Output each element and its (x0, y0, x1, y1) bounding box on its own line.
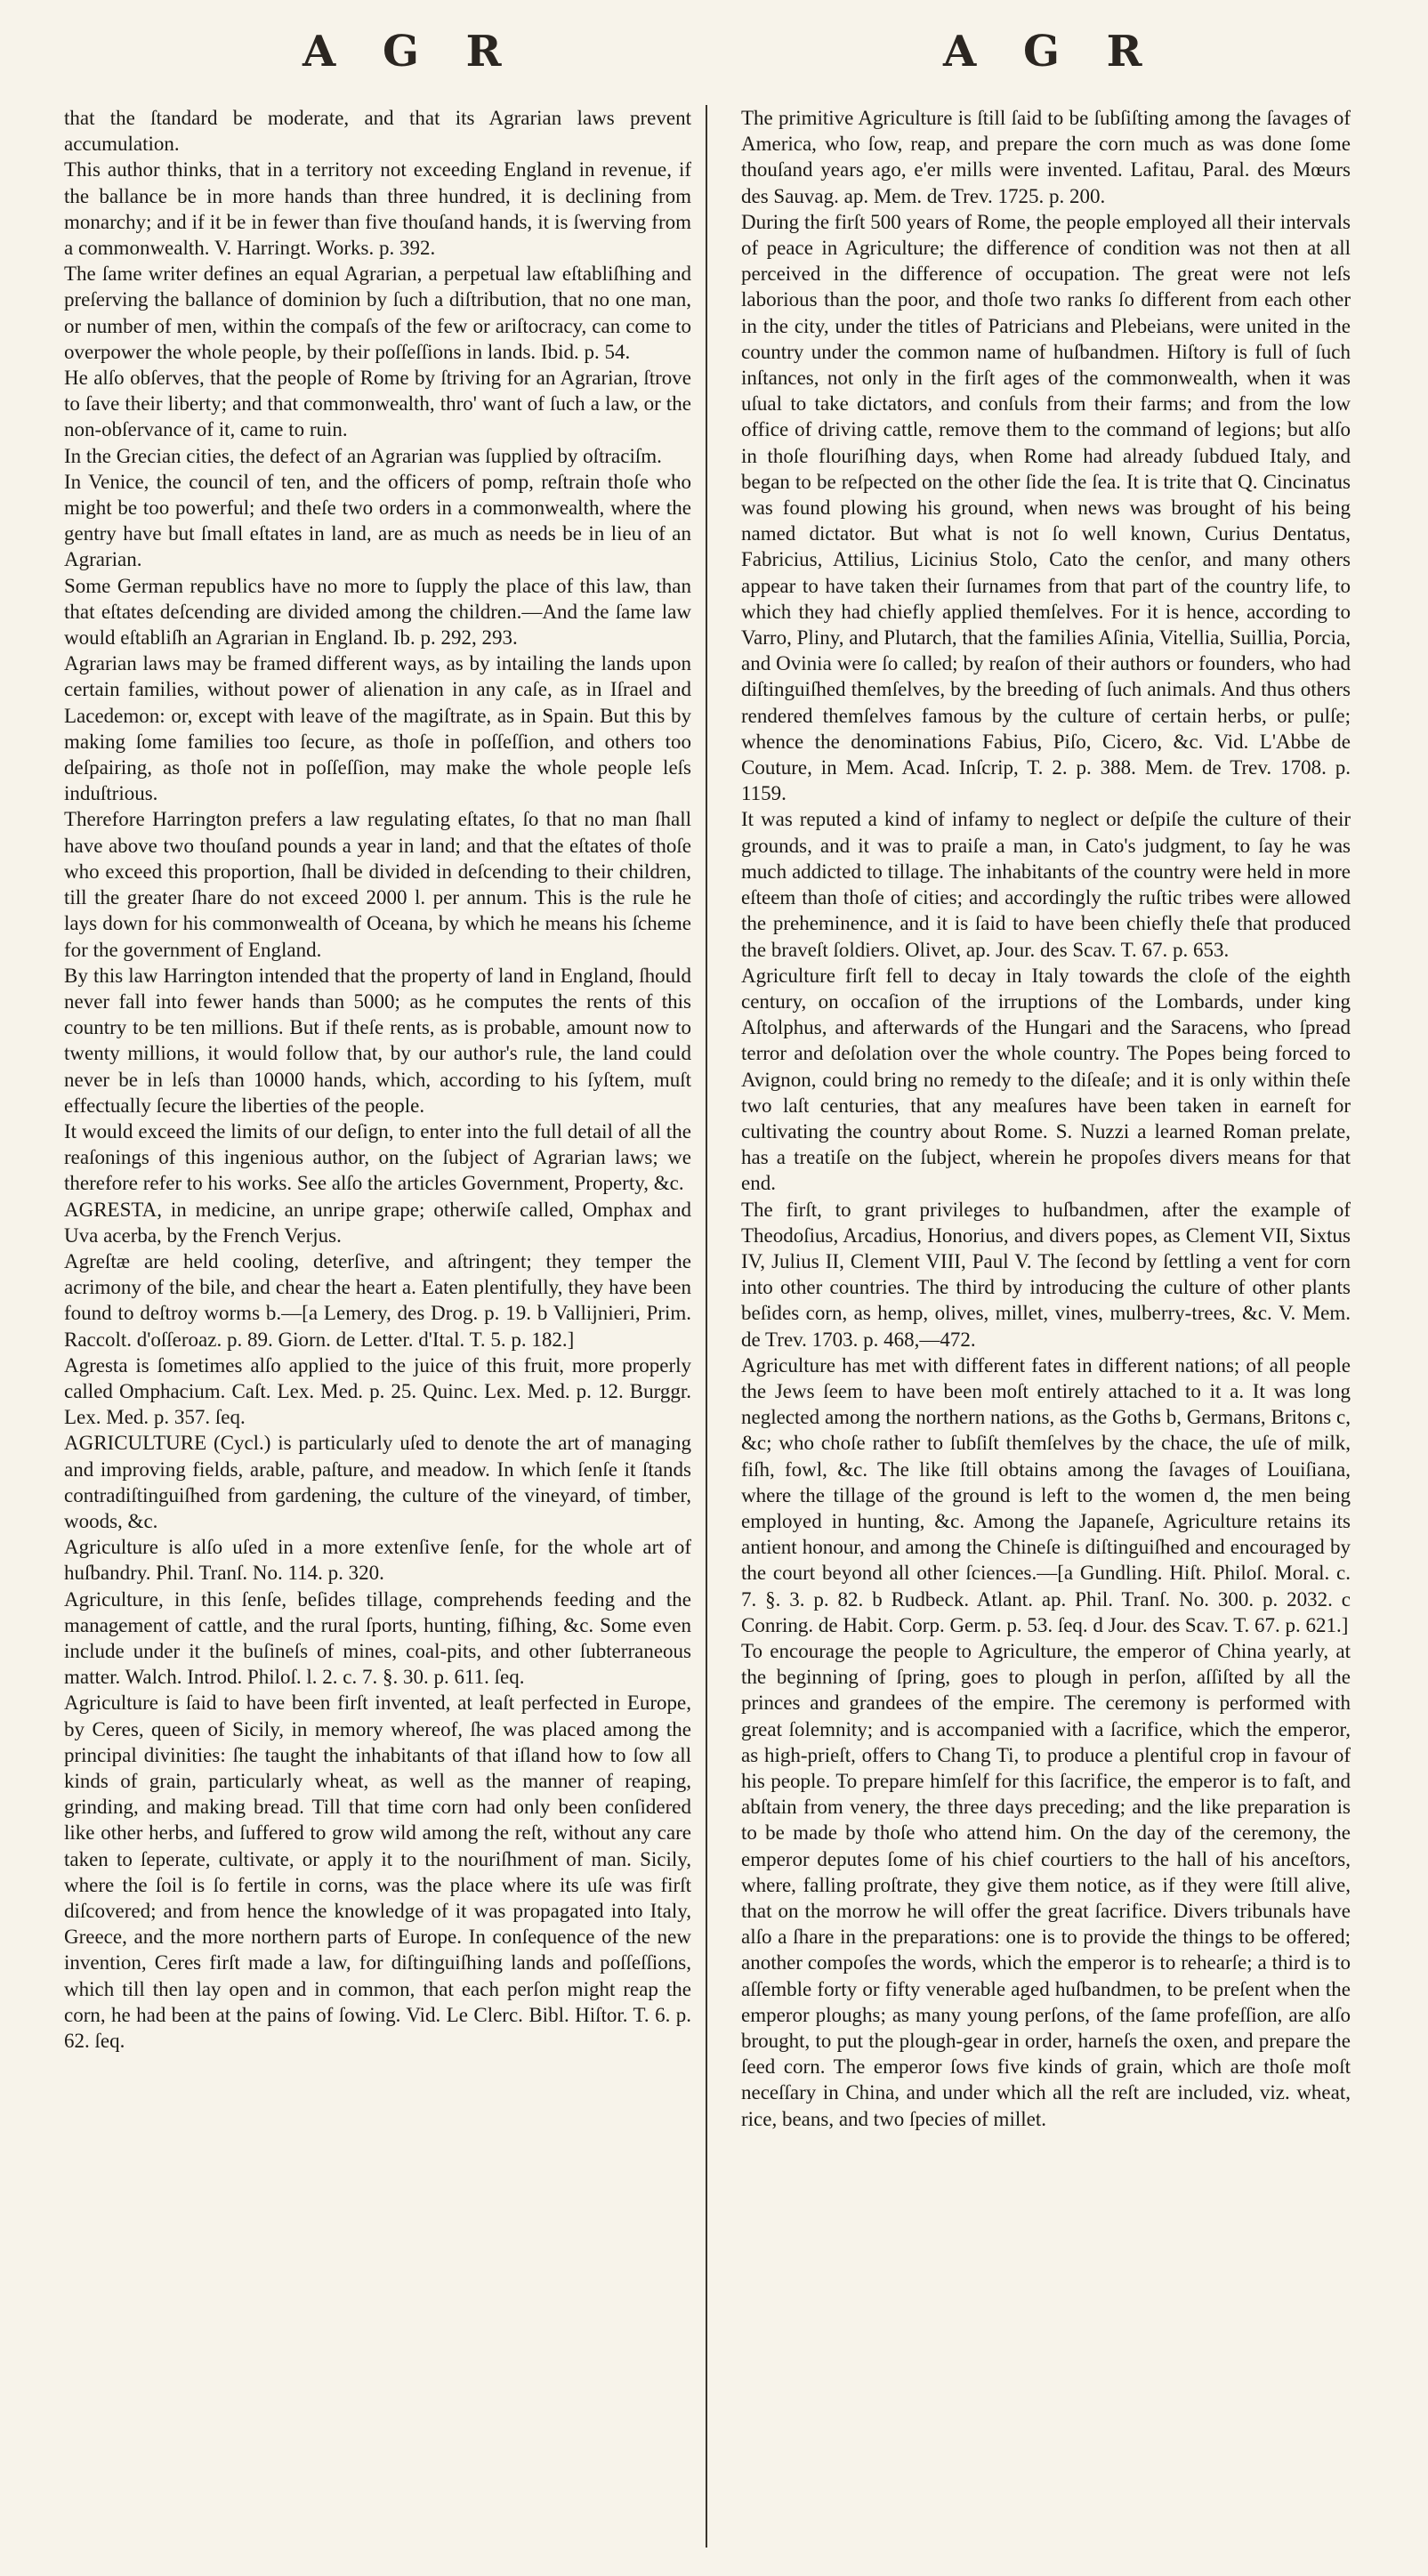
paragraph: It was reputed a kind of infamy to neglect or deſpiſe the culture of their grounds, and it was to praiſe a man, in Cato's judgment, to ſay he was much addicted to tillage. The inhabitants of the country were held in more eſteem than thoſe of cities; and accordingly the ruſtic tribes were allowed the preheminence, and it is ſaid to have been chiefly theſe that produced the braveſt ſoldiers. Olivet, ap. Jour. des Scav. T. 67. p. 653. (741, 808, 1351, 961)
paragraph: During the firſt 500 years of Rome, the people employed all their intervals of peace in Agriculture; the difference of condition was not then at all perceived in the difference of occupation. The great were not leſs laborious than the poor, and thoſe two ranks ſo different from each other in the city, under the titles of Patricians and Plebeians, were united in the country under the common name of huſbandmen. Hiſtory is full of ſuch inſtances, not only in the firſt ages of the commonwealth, when it was uſual to take dictators, and conſuls from their farms; and from the low office of driving cattle, remove them to the command of legions; but alſo in thoſe flouriſhing days, when Rome had already ſubdued Italy, and began to be reſpected on the other ſide the ſea. It is trite that Q. Cincinatus was found plowing his ground, when news was brought of his being named dictator. But what is not ſo well known, Curius Dentatus, Fabricius, Attilius, Licinius Stolo, Cato the cenſor, and many others appear to have taken their ſurnames from that part of the country life, to which they had chiefly applied themſelves. For it is hence, according to Varro, Pliny, and Plutarch, that the families Aſinia, Vitellia, Suillia, Porcia, and Ovinia were ſo called; by reaſon of their authors or founders, who had diſtinguiſhed themſelves, by the breeding of ſuch animals. And thus others rendered themſelves famous by the culture of certain herbs, or pulſe; whence the denominations Fabius, Piſo, Cicero, &c. Vid. L'Abbe de Couture, in Mem. Acad. Inſcrip, T. 2. p. 388. Mem. de Trev. 1708. p. 1159. (741, 210, 1351, 805)
paragraph: In Venice, the council of ten, and the officers of pomp, reſtrain thoſe who might be too powerful; and theſe two orders in a commonwealth, where the gentry have but ſmall eſtates in land, are as much as needs be in lieu of an Agrarian. (64, 470, 691, 571)
running-head-left: A G R (303, 27, 518, 77)
right-column (741, 105, 1351, 2561)
running-head-right: A G R (943, 27, 1158, 77)
paragraph: It would exceed the limits of our deſign, to enter into the full detail of all the reaſonings of this ingenious author, on the ſubject of Agrarian laws; we therefore refer to his works. See alſo the articles Government, Property, &c. (64, 1119, 691, 1195)
entry-agriculture: AGRICULTURE (Cycl.) is particularly uſed to denote the art of managing and improving fields, arable, paſture, and meadow. In which ſenſe it ſtands contradiſtinguiſhed from gardening, the culture of the vineyard, of timber, woods, &c. (64, 1432, 691, 1532)
paragraph: Agriculture firſt fell to decay in Italy towards the cloſe of the eighth century, on occaſion of the irruptions of the Lombards, under king Aſtolphus, and afterwards of the Hungari and the Saracens, who ſpread terror and deſolation over the whole country. The Popes being forced to Avignon, could bring no remedy to the diſeaſe; and it is only within theſe two laſt centuries, that any meaſures have been taken in earneſt for cultivating the country about Rome. S. Nuzzi a learned Roman prelate, has a treatiſe on the ſubject, wherein he propoſes divers means for that end. (741, 964, 1351, 1195)
paragraph: In the Grecian cities, the defect of an Agrarian was ſupplied by oſtraciſm. (64, 444, 662, 467)
paragraph: Agriculture is alſo uſed in a more extenſive ſenſe, for the whole art of huſbandry. Phil. Tranſ. No. 114. p. 320. (64, 1536, 691, 1585)
left-column (64, 105, 691, 2561)
paragraph: Agriculture is ſaid to have been firſt invented, at leaſt perfected in Europe, by Ceres, queen of Sicily, in memory whereof, ſhe was placed among the principal divinities: ſhe taught the inhabitants of that iſland how to ſow all kinds of grain, particularly wheat, as well as the manner of reaping, grinding, and making bread. Till that time corn had only been conſidered like other herbs, and ſuffered to grow wild among the reſt, without any care taken to ſeperate, cultivate, or apply it to the nouriſhment of man. Sicily, where the ſoil is ſo fertile in corns, was the place where its uſe was firſt diſcovered; and from hence the knowledge of it was propagated into Italy, Greece, and the more northern parts of Europe. In conſequence of the new invention, Ceres firſt made a law, for diſtinguiſhing lands and poſſeſſions, which till then lay open and in common, that each perſon might reap the corn, he had been at the pains of ſowing. Vid. Le Clerc. Bibl. Hiſtor. T. 6. p. 62. ſeq. (64, 1692, 691, 2053)
paragraph: This author thinks, that in a territory not exceeding England in revenue, if the ballance be in more hands than three hundred, it is declining from monarchy; and if it be in fewer than five thouſand hands, it is ſwerving from a commonwealth. V. Harringt. Works. p. 392. (64, 158, 691, 260)
paragraph: He alſo obſerves, that the people of Rome by ſtriving for an Agrarian, ſtrove to ſave their liberty; and that commonwealth, thro' want of ſuch a law, or the non-obſervance of it, came to ruin. (64, 367, 691, 441)
paragraph: The firſt, to grant privileges to huſbandmen, after the example of Theodoſius, Arcadius, Honorius, and divers popes, as Clement VII, Sixtus IV, Julius II, Clement VIII, Paul V. The ſecond by ſettling a vent for corn into other countries. The third by introducing the culture of other plants beſides corn, as hemp, olives, millet, vines, mulberry-trees, &c. V. Mem. de Trev. 1703. p. 468,—472. (741, 1198, 1351, 1351)
paragraph: Agreſtæ are held cooling, deterſive, and aſtringent; they temper the acrimony of the bile, and chear the heart a. Eaten plentifully, they have been found to deſtroy worms b.—[a Lemery, des Drog. p. 19. b Vallijnieri, Prim. Raccolt. d'oſſeroaz. p. 89. Giorn. de Letter. d'Ital. T. 5. p. 182.] (64, 1249, 691, 1351)
paragraph: Agrarian laws may be framed different ways, as by intailing the lands upon certain families, without power of alienation in any caſe, as in Iſrael and Lacedemon: or, except with leave of the magiſtrate, as in Spain. But this by making ſome families too ſecure, as thoſe in poſſeſſion, and others too deſpairing, as thoſe not in poſſeſſion, may make the whole people leſs induſtrious. (64, 652, 691, 805)
paragraph: By this law Harrington intended that the property of land in England, ſhould never fall into fewer hands than 5000; as he computes the rents of this country to be ten millions. But if theſe rents, as is probable, amount now to twenty millions, it would follow that, by our author's rule, the land could never be in leſs than 10000 hands, which, according to his ſyſtem, muſt effectually ſecure the liberties of the people. (64, 964, 691, 1117)
paragraph: To encourage the people to Agriculture, the emperor of China yearly, at the beginning of ſpring, goes to plough in perſon, aſſiſted by all the princes and grandees of the empire. The ceremony is performed with great ſolemnity; and is accompanied with a ſacrifice, which the emperor, as high-prieſt, offers to Chang Ti, to produce a plentiful crop in favour of his people. To prepare himſelf for this ſacrifice, the emperor is to faſt, and abſtain from venery, the three days preceding; and the like preparation is to be made by thoſe who attend him. On the day of the ceremony, the emperor deputes ſome of his chief courtiers to the hall of his anceſtors, where, falling proſtrate, they give them notice, as if they were ſtill alive, that on the morrow he will offer the great ſacrifice. Divers tribunals have alſo a ſhare in the preparations: one is to provide the things to be offered; another compoſes the words, which the emperor is to rehearſe; a third is to aſſemble forty or fifty venerable aged huſbandmen, to be preſent when the emperor ploughs; as many young perſons, of the ſame profeſſion, are alſo brought, to put the plough-gear in order, harneſs the oxen, and prepare the ſeed corn. The emperor ſows five kinds of grain, which are thoſe moſt neceſſary in China, and under which all the reſt are included, viz. wheat, rice, beans, and two ſpecies of millet. (741, 1639, 1351, 2130)
column-divider (706, 105, 707, 2548)
paragraph: Therefore Harrington prefers a law regulating eſtates, ſo that no man ſhall have above two thouſand pounds a year in land; and that the eſtates of thoſe who exceed this proportion, ſhall be divided in deſcending to their children, till the greater ſhare do not exceed 2000 l. per annum. This is the rule he lays down for his commonwealth of Oceana, by which he means his ſcheme for the government of England. (64, 808, 691, 961)
paragraph: Agresta is ſometimes alſo applied to the juice of this fruit, more properly called Omphacium. Caſt. Lex. Med. p. 25. Quinc. Lex. Med. p. 12. Burggr. Lex. Med. p. 357. ſeq. (64, 1353, 691, 1429)
paragraph: The ſame writer defines an equal Agrarian, a perpetual law eſtabliſhing and preſerving the ballance of dominion by ſuch a diſtribution, that no one man, or number of men, within the compaſs of the few or ariſtocracy, can come to overpower the whole people, by their poſſeſſions in lands. Ibid. p. 54. (64, 262, 691, 363)
paragraph: that the ſtandard be moderate, and that its Agrarian laws prevent accumulation. (64, 107, 691, 156)
entry-agresta: AGRESTA, in medicine, an unripe grape; otherwiſe called, Omphax and Uva acerba, by the French Verjus. (64, 1198, 691, 1247)
paragraph: Agriculture has met with different fates in different nations; of all people the Jews ſeem to have been moſt entirely attached to it a. It was long neglected among the northern nations, as the Goths b, Germans, Britons c, &c; who choſe rather to ſubſiſt themſelves by the chace, the uſe of milk, fiſh, fowl, &c. The like ſtill obtains among the ſavages of Louiſiana, where the tillage of the ground is left to the women d, the men being employed in hunting, &c. Among the Japaneſe, Agriculture retains its antient honour, and among the Chineſe is diſtinguiſhed and encouraged by the court beyond all other ſciences.—[a Gundling. Hiſt. Philoſ. Moral. c. 7. §. 3. p. 82. b Rudbeck. Atlant. ap. Phil. Tranſ. No. 300. p. 2032. c Conring. de Habit. Corp. Germ. p. 53. ſeq. d Jour. des Scav. T. 67. p. 621.] (741, 1353, 1351, 1636)
paragraph: The primitive Agriculture is ſtill ſaid to be ſubſiſting among the ſavages of America, who ſow, reap, and prepare the corn much as was done ſome thouſand years ago, e'er mills were invented. Lafitau, Paral. des Mœurs des Sauvag. ap. Mem. de Trev. 1725. p. 200. (741, 107, 1351, 207)
paragraph: Some German republics have no more to ſupply the place of this law, than that eſtates deſcending are divided among the children.—And the ſame law would eſtabliſh an Agrarian in England. Ib. p. 292, 293. (64, 574, 691, 650)
paragraph: Agriculture, in this ſenſe, beſides tillage, comprehends feeding and the management of cattle, and the rural ſports, hunting, fiſhing, &c. Some even include under it the buſineſs of mines, coal-pits, and other ſubterraneous matter. Walch. Introd. Philoſ. l. 2. c. 7. §. 30. p. 611. ſeq. (64, 1587, 691, 1689)
